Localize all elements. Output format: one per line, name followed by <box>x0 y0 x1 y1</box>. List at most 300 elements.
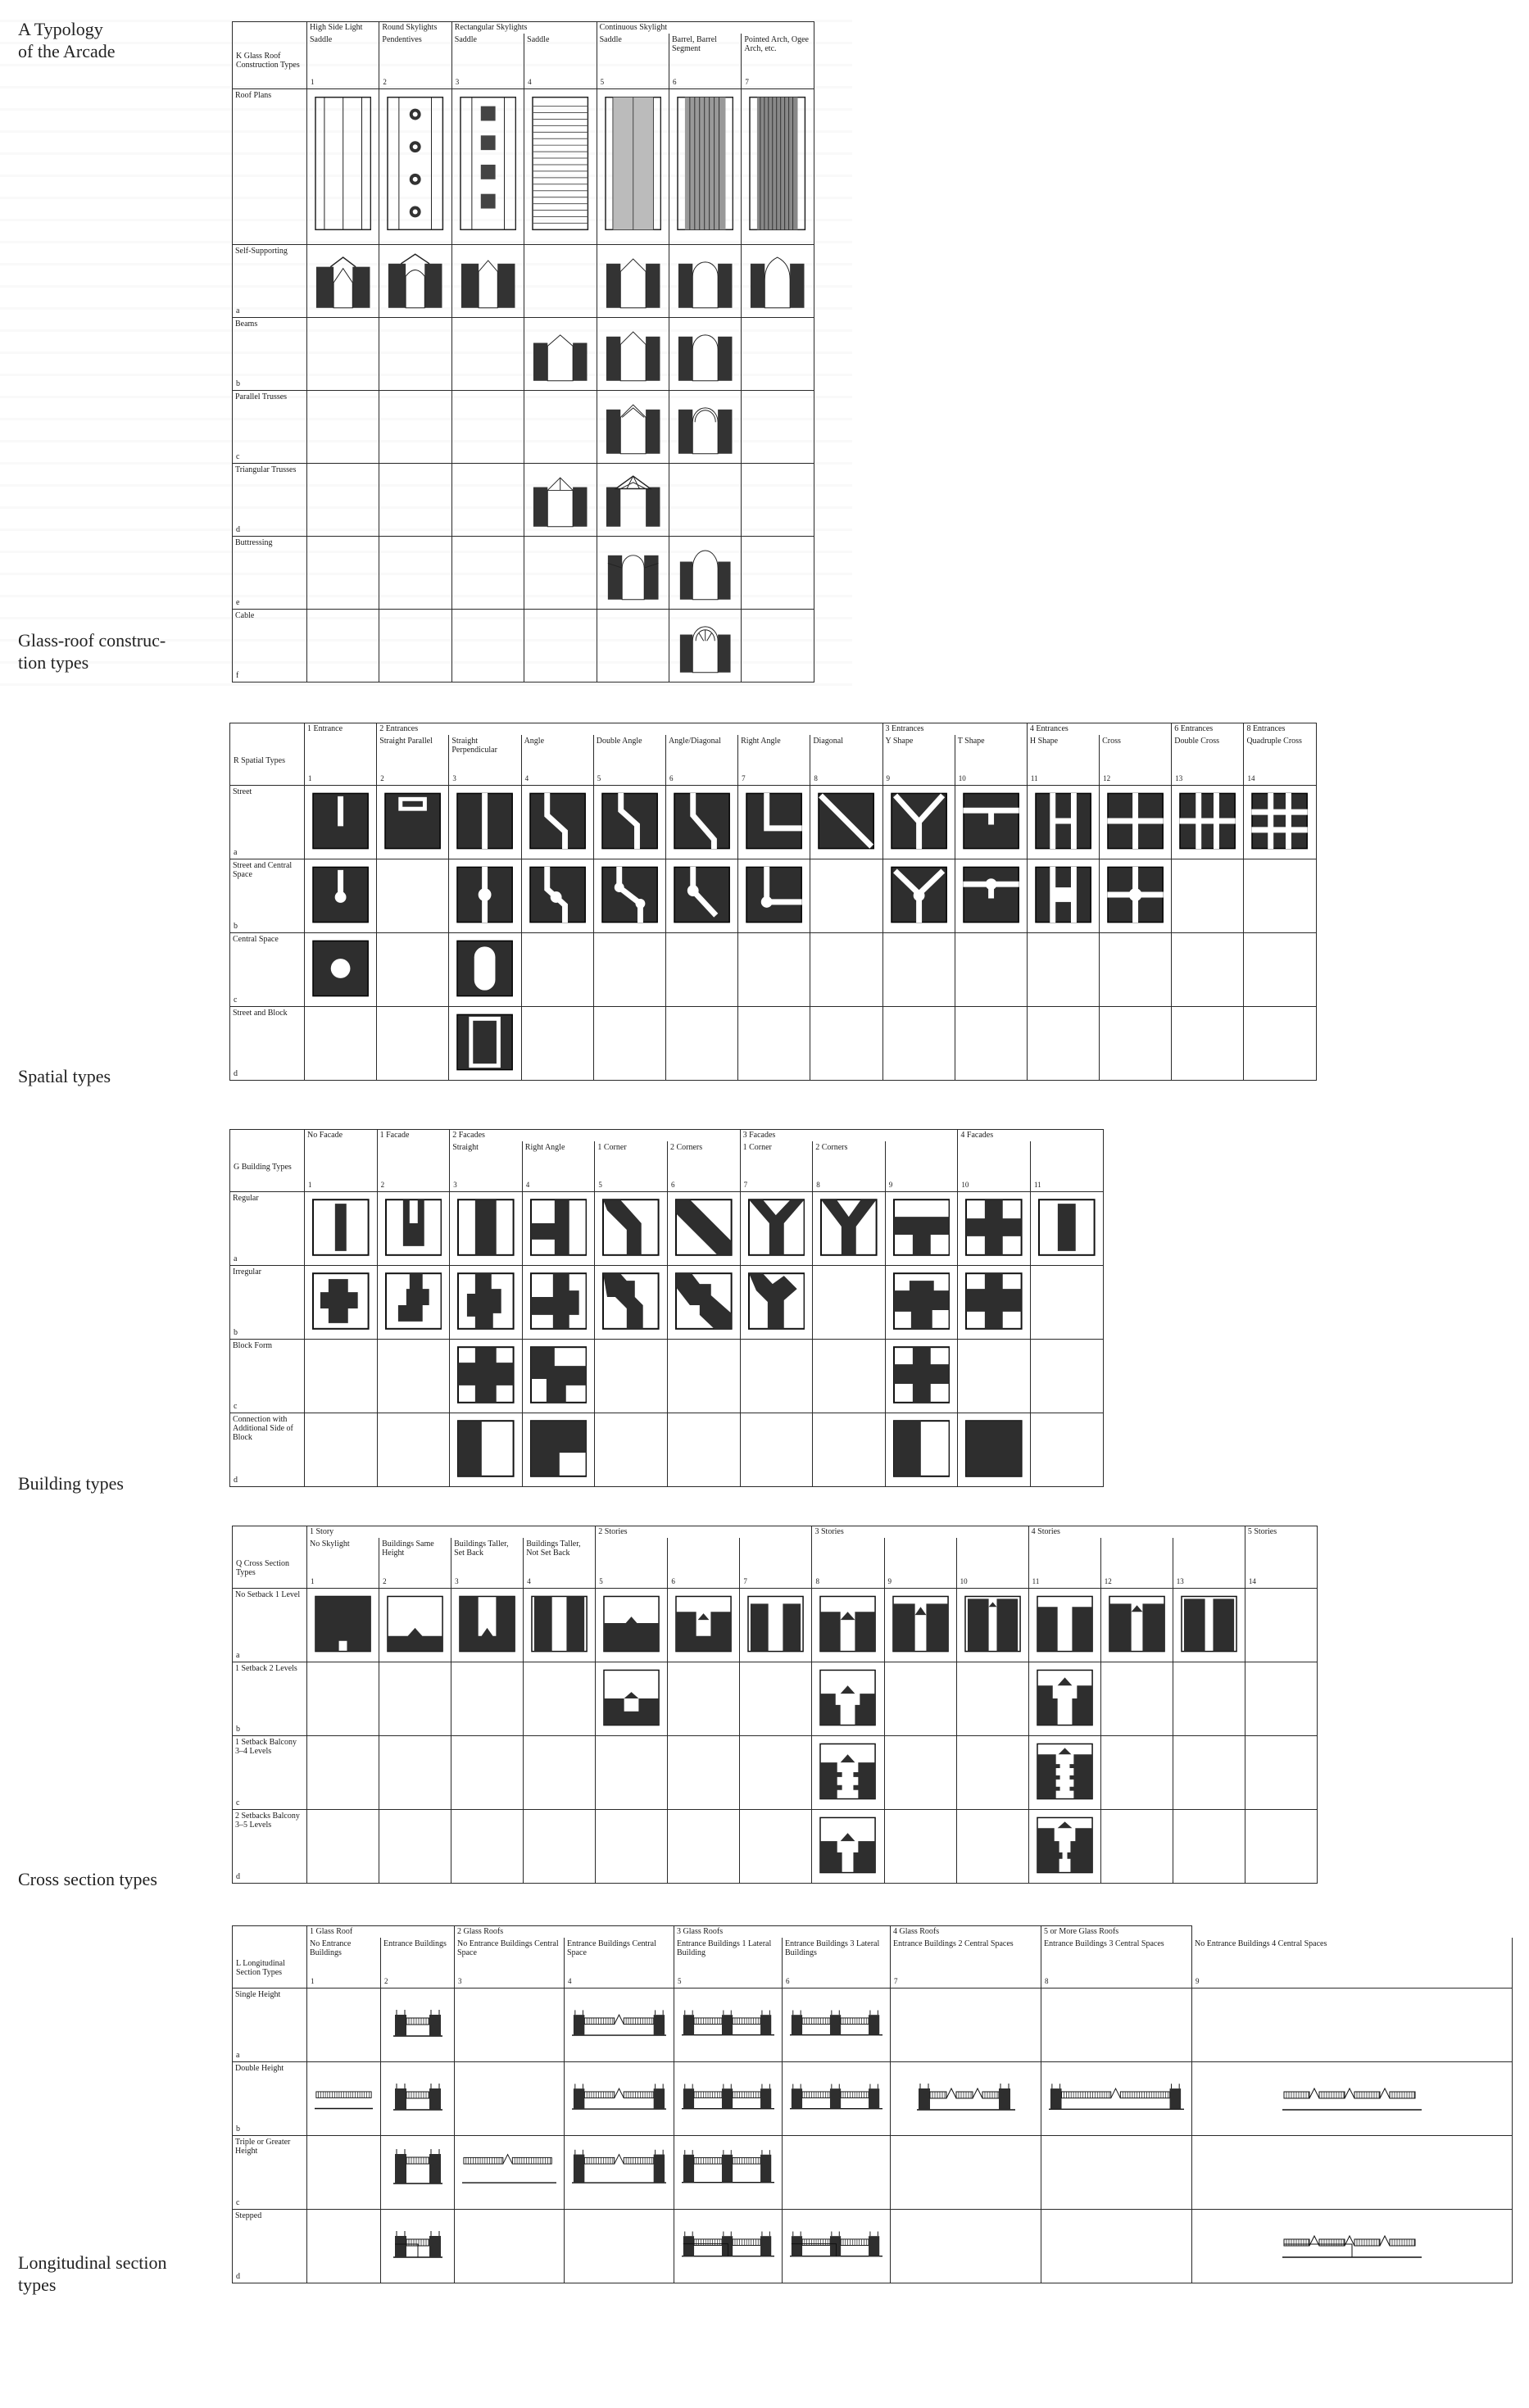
diagram-cell <box>593 786 665 859</box>
diagram-cell <box>1041 2136 1192 2210</box>
diagram-cell <box>1192 2062 1513 2136</box>
plan-y-central-space-icon <box>891 866 947 923</box>
column-number: 12 <box>1103 774 1111 782</box>
column-label: No Skylight <box>310 1539 350 1549</box>
row-label <box>233 1810 307 1884</box>
column-header <box>379 34 451 89</box>
section-continuous-saddle-icon <box>605 252 661 311</box>
building-no-facade-regular-icon <box>312 1199 370 1256</box>
diagram-cell <box>524 1810 596 1884</box>
plan-angle-central-space-icon <box>529 866 586 923</box>
corner-empty <box>230 723 305 735</box>
cross-one-story-taller-not-setback-icon <box>531 1595 588 1653</box>
diagram-cell <box>595 1266 668 1340</box>
column-number: 11 <box>1032 1577 1040 1585</box>
roof-plan-high-side-light-icon <box>315 96 371 231</box>
diagram-cell <box>813 1340 886 1413</box>
long-triple-lateral-icon <box>682 2143 774 2187</box>
column-header <box>885 1141 958 1192</box>
roof-plan-cell <box>597 89 669 245</box>
section-beams-saddle-icon <box>532 324 588 383</box>
column-header <box>307 1938 381 1989</box>
column-number: 1 <box>311 78 315 86</box>
column-number: 4 <box>528 78 532 86</box>
corner-empty <box>230 1130 305 1141</box>
row-label-text: Stepped <box>235 2211 262 2220</box>
diagram-cell <box>521 1007 593 1081</box>
column-header <box>665 735 737 786</box>
row-label <box>230 859 305 933</box>
group-header: 2 Stories <box>596 1526 812 1538</box>
diagram-cell <box>884 1662 956 1736</box>
section-cell <box>451 318 524 391</box>
table-row <box>233 2210 1513 2283</box>
column-label: Entrance Buildings 1 Lateral Building <box>677 1939 772 1957</box>
diagram-cell <box>740 1589 812 1662</box>
section-cell <box>307 391 379 464</box>
section-cell <box>597 245 669 318</box>
cross-three-stories-b-icon <box>892 1595 949 1653</box>
building-right-angle-irregular-icon <box>530 1272 588 1330</box>
row-label <box>230 933 305 1007</box>
table-row <box>233 318 814 391</box>
diagram-cell <box>810 859 882 933</box>
row-label <box>233 318 307 391</box>
diagram-cell <box>307 1662 379 1736</box>
diagram-cell <box>379 1662 451 1736</box>
column-label: Pointed Arch, Ogee Arch, etc. <box>744 34 809 53</box>
cross-three-stories-c-icon <box>964 1595 1021 1653</box>
diagram-cell <box>451 1810 524 1884</box>
building-table <box>229 1129 1104 1487</box>
diagram-cell <box>884 1736 956 1810</box>
building-two-corners-regular-icon <box>675 1199 733 1256</box>
diagram-cell <box>1027 933 1099 1007</box>
glass-roof-table <box>232 21 814 682</box>
section-cell <box>379 464 451 537</box>
column-label: Entrance Buildings Central Space <box>567 1939 656 1957</box>
diagram-cell <box>813 1413 886 1487</box>
section-cell <box>379 318 451 391</box>
diagram-cell <box>449 1007 521 1081</box>
column-label: Saddle <box>599 34 622 44</box>
column-label: Saddle <box>454 34 477 44</box>
diagram-cell <box>810 786 882 859</box>
column-label: Straight <box>452 1142 479 1152</box>
diagram-cell <box>1100 1589 1173 1662</box>
column-number: 8 <box>1045 1977 1049 1985</box>
column-header <box>524 1538 596 1589</box>
building-one-corner-regular-icon <box>602 1199 660 1256</box>
column-number: 7 <box>743 1577 747 1585</box>
column-header <box>593 735 665 786</box>
long-stepped-lateral-icon <box>682 2216 774 2261</box>
column-header <box>740 1538 812 1589</box>
section-cell <box>451 464 524 537</box>
diagram-cell <box>381 2136 455 2210</box>
diagram-cell <box>305 859 377 933</box>
section-cell <box>524 610 597 682</box>
table-row <box>230 1007 1317 1081</box>
diagram-cell <box>665 786 737 859</box>
building-one-corner-irregular-icon <box>602 1272 660 1330</box>
table-row <box>233 89 814 245</box>
section-barrel-icon <box>677 252 733 311</box>
plan-cross-icon <box>1107 792 1164 850</box>
row-label-text: Single Height <box>235 1990 281 1999</box>
diagram-cell <box>596 1662 668 1736</box>
diagram-cell <box>307 2062 381 2136</box>
diagram-cell <box>885 1340 958 1413</box>
column-header <box>1172 735 1244 786</box>
cross-balcony-four-levels-icon <box>1037 1743 1093 1800</box>
group-header: 1 Glass Roof <box>307 1926 455 1938</box>
diagram-cell <box>668 1736 740 1810</box>
diagram-cell <box>305 1413 378 1487</box>
row-label <box>233 2062 307 2136</box>
column-label: Cross <box>1102 736 1121 746</box>
column-number: 3 <box>455 78 460 86</box>
section-cable-icon <box>677 616 733 675</box>
row-label-text: Street and Central Space <box>233 861 293 879</box>
corner-label <box>233 34 307 89</box>
diagram-cell <box>1172 1007 1244 1081</box>
row-label <box>233 537 307 610</box>
diagram-cell <box>449 859 521 933</box>
cross-four-stories-b-icon <box>1109 1595 1165 1653</box>
building-block-form-cross-icon <box>893 1346 951 1404</box>
column-number: 5 <box>678 1977 682 1985</box>
column-header <box>565 1938 674 1989</box>
section-cell <box>669 464 741 537</box>
cross-section-table <box>232 1526 1318 1884</box>
diagram-cell <box>307 2136 381 2210</box>
column-number: 6 <box>671 1577 675 1585</box>
diagram-cell <box>956 1589 1028 1662</box>
row-suffix: b <box>236 2125 240 2134</box>
row-label-text: Roof Plans <box>235 91 272 100</box>
diagram-cell <box>885 1192 958 1266</box>
cross-one-story-no-skylight-icon <box>315 1595 371 1653</box>
column-header <box>597 34 669 89</box>
cross-four-stories-a-icon <box>1037 1595 1093 1653</box>
column-header <box>1031 1141 1104 1192</box>
section-cell <box>307 245 379 318</box>
diagram-cell <box>565 2062 674 2136</box>
row-suffix: d <box>236 1872 240 1881</box>
diagram-cell <box>377 1340 450 1413</box>
diagram-cell <box>740 1266 813 1340</box>
corner-label-text: K Glass Roof Construction Types <box>236 51 300 70</box>
diagram-cell <box>1028 1810 1100 1884</box>
diagram-cell <box>379 1736 451 1810</box>
column-label: Double Cross <box>1174 736 1219 746</box>
row-suffix: a <box>234 1254 238 1263</box>
building-four-facade-cross-icon <box>965 1199 1023 1256</box>
diagram-cell <box>305 933 377 1007</box>
building-three-facade-two-corners-icon <box>820 1199 878 1256</box>
diagram-cell <box>1173 1662 1245 1736</box>
column-number: 10 <box>958 774 966 782</box>
diagram-cell <box>1245 1662 1317 1736</box>
row-label-text: Buttressing <box>235 538 273 547</box>
diagram-cell <box>668 1810 740 1884</box>
row-suffix: d <box>236 525 240 534</box>
diagram-cell <box>377 1413 450 1487</box>
row-suffix: d <box>234 1476 238 1485</box>
diagram-cell <box>958 1340 1031 1413</box>
diagram-cell <box>450 1340 523 1413</box>
diagram-cell <box>1244 859 1316 933</box>
table-row <box>230 1340 1104 1413</box>
row-label-text: Cable <box>235 611 255 620</box>
column-number: 2 <box>384 1977 388 1985</box>
diagram-cell <box>1100 1007 1172 1081</box>
roof-plan-cell <box>742 89 814 245</box>
column-number: 1 <box>308 1181 312 1189</box>
section-cell <box>524 464 597 537</box>
column-label: Saddle <box>310 34 333 44</box>
column-number: 10 <box>961 1181 969 1189</box>
corner-label <box>230 735 305 786</box>
column-label: 1 Corner <box>742 1142 772 1152</box>
diagram-cell <box>958 1192 1031 1266</box>
column-number: 12 <box>1104 1577 1112 1585</box>
cross-two-stories-a-icon <box>603 1595 660 1653</box>
diagram-cell <box>884 1810 956 1884</box>
column-number: 6 <box>670 1181 675 1189</box>
diagram-cell <box>882 933 955 1007</box>
row-label <box>233 1662 307 1736</box>
diagram-cell <box>1245 1589 1317 1662</box>
column-label: Right Angle <box>524 1142 565 1152</box>
cross-two-setbacks-four-levels-icon <box>1037 1816 1093 1874</box>
column-header <box>451 34 524 89</box>
corner-label-text: L Longitudinal Section Types <box>236 1958 285 1977</box>
row-label-text: Central Space <box>233 935 279 944</box>
column-header <box>596 1538 668 1589</box>
diagram-cell <box>665 859 737 933</box>
table-row <box>233 245 814 318</box>
long-stepped-three-roofs-icon <box>790 2216 882 2261</box>
section-buttressing-barrel-icon <box>677 543 733 602</box>
group-header: 2 Glass Roofs <box>455 1926 674 1938</box>
row-label <box>233 245 307 318</box>
diagram-cell <box>1027 859 1099 933</box>
plan-diagonal-icon <box>818 792 874 850</box>
column-label: Straight Parallel <box>379 736 433 746</box>
row-suffix: c <box>234 1402 238 1411</box>
diagram-cell <box>1031 1192 1104 1266</box>
plan-angle-icon <box>529 792 586 850</box>
diagram-cell <box>740 1192 813 1266</box>
column-number: 14 <box>1248 1577 1256 1585</box>
diagram-cell <box>450 1266 523 1340</box>
long-double-two-roofs-lateral-icon <box>682 2069 774 2113</box>
diagram-cell <box>955 933 1027 1007</box>
group-header: 3 Glass Roofs <box>674 1926 891 1938</box>
row-suffix: c <box>234 995 238 1004</box>
column-header <box>381 1938 455 1989</box>
corner-label <box>230 1141 305 1192</box>
column-header <box>307 34 379 89</box>
diagram-cell <box>1192 2210 1513 2283</box>
roof-plan-cell <box>451 89 524 245</box>
column-label: No Entrance Buildings <box>310 1939 352 1957</box>
building-no-facade-irregular-icon <box>312 1272 370 1330</box>
section-parallel-truss-icon <box>605 397 661 456</box>
diagram-cell <box>377 933 449 1007</box>
diagram-cell <box>521 859 593 933</box>
diagram-cell <box>1027 1007 1099 1081</box>
row-suffix: d <box>234 1069 238 1078</box>
table-row <box>233 1662 1318 1736</box>
column-header <box>377 735 449 786</box>
diagram-cell <box>521 933 593 1007</box>
group-header: 3 Entrances <box>882 723 1027 735</box>
column-label: Straight Perpendicular <box>451 736 497 755</box>
row-label-text: Self-Supporting <box>235 247 288 256</box>
row-label <box>230 1413 305 1487</box>
diagram-cell <box>810 1007 882 1081</box>
long-double-five-roofs-icon <box>1282 2069 1422 2113</box>
row-label <box>230 1007 305 1081</box>
long-single-two-roofs-central-icon <box>572 1995 666 2039</box>
long-single-two-roofs-lateral-icon <box>682 1995 774 2039</box>
diagram-cell <box>1245 1736 1317 1810</box>
diagram-cell <box>524 1736 596 1810</box>
section-cell <box>307 318 379 391</box>
group-header: 2 Facades <box>450 1130 740 1141</box>
diagram-cell <box>450 1192 523 1266</box>
diagram-cell <box>381 1989 455 2062</box>
diagram-cell <box>1100 1810 1173 1884</box>
diagram-cell <box>381 2062 455 2136</box>
diagram-cell <box>377 1266 450 1340</box>
row-label <box>233 391 307 464</box>
row-label <box>233 464 307 537</box>
diagram-cell <box>885 1266 958 1340</box>
column-header <box>379 1538 451 1589</box>
diagram-cell <box>674 2136 783 2210</box>
column-label: Angle <box>524 736 545 746</box>
building-two-corners-irregular-icon <box>675 1272 733 1330</box>
column-header <box>451 1538 524 1589</box>
corner-label-text: G Building Types <box>234 1162 292 1172</box>
section-parallel-truss-barrel-icon <box>677 397 733 456</box>
diagram-cell <box>1173 1736 1245 1810</box>
column-header <box>521 735 593 786</box>
diagram-cell <box>593 933 665 1007</box>
diagram-cell <box>305 786 377 859</box>
row-suffix: c <box>236 452 240 461</box>
diagram-cell <box>891 2062 1041 2136</box>
row-label <box>233 610 307 682</box>
building-one-facade-irregular-icon <box>385 1272 442 1330</box>
diagram-cell <box>1192 1989 1513 2062</box>
cross-one-setback-two-stories-icon <box>603 1669 660 1726</box>
section-cell <box>742 391 814 464</box>
column-number: 9 <box>886 774 891 782</box>
section-high-side-light-icon <box>315 252 371 311</box>
row-suffix: a <box>236 1651 240 1660</box>
diagram-cell <box>885 1413 958 1487</box>
column-label: Angle/Diagonal <box>668 736 721 746</box>
diagram-cell <box>1041 2210 1192 2283</box>
column-header <box>522 1141 595 1192</box>
column-number: 3 <box>452 774 456 782</box>
table-row <box>230 786 1317 859</box>
caption-typology: A Typology of the Arcade <box>18 19 116 61</box>
diagram-cell <box>521 786 593 859</box>
diagram-cell <box>1041 2062 1192 2136</box>
column-number: 5 <box>598 1181 602 1189</box>
row-label-text: Triple or Greater Height <box>235 2138 291 2156</box>
table-row <box>233 391 814 464</box>
group-header: 4 Glass Roofs <box>891 1926 1041 1938</box>
section-cell <box>451 391 524 464</box>
long-double-three-roofs-icon <box>790 2069 882 2113</box>
row-label-text: 2 Setbacks Balcony 3–5 Levels <box>235 1812 300 1830</box>
table-row <box>230 1192 1104 1266</box>
table-row <box>233 1589 1318 1662</box>
group-header: 4 Facades <box>958 1130 1103 1141</box>
diagram-cell <box>1100 1662 1173 1736</box>
column-label: Entrance Buildings 3 Central Spaces <box>1044 1939 1164 1948</box>
diagram-cell <box>667 1340 740 1413</box>
diagram-cell <box>596 1736 668 1810</box>
column-label: Entrance Buildings <box>383 1939 447 1948</box>
column-header <box>377 1141 450 1192</box>
row-suffix: b <box>236 379 240 388</box>
row-label-text: 1 Setback 2 Levels <box>235 1664 297 1673</box>
diagram-cell <box>667 1413 740 1487</box>
column-label: Entrance Buildings 2 Central Spaces <box>893 1939 1014 1948</box>
diagram-cell <box>1100 933 1172 1007</box>
row-suffix: a <box>236 2051 240 2060</box>
column-number: 9 <box>1196 1977 1200 1985</box>
table-row <box>230 1266 1104 1340</box>
plan-right-angle-central-space-icon <box>746 866 802 923</box>
group-header: 2 Entrances <box>377 723 882 735</box>
column-header <box>738 735 810 786</box>
row-label-text: Regular <box>233 1194 259 1203</box>
diagram-cell <box>740 1810 812 1884</box>
long-triple-entrance-central-icon <box>572 2143 666 2187</box>
section-cell <box>669 537 741 610</box>
diagram-cell <box>674 2210 783 2283</box>
group-header: 4 Entrances <box>1027 723 1171 735</box>
row-label-text: 1 Setback Balcony 3–4 Levels <box>235 1738 297 1756</box>
diagram-cell <box>307 1589 379 1662</box>
column-number: 1 <box>311 1577 315 1585</box>
corner-label <box>233 1938 307 1989</box>
plan-perpendicular-central-space-icon <box>456 866 513 923</box>
table-row <box>233 1736 1318 1810</box>
diagram-cell <box>812 1810 884 1884</box>
diagram-cell <box>958 1266 1031 1340</box>
row-label-text: Street and Block <box>233 1009 288 1018</box>
diagram-cell <box>738 1007 810 1081</box>
column-number: 7 <box>894 1977 898 1985</box>
row-label-text: Parallel Trusses <box>235 392 288 401</box>
diagram-cell <box>665 1007 737 1081</box>
diagram-cell <box>1173 1810 1245 1884</box>
diagram-cell <box>813 1192 886 1266</box>
roof-plan-cell <box>524 89 597 245</box>
column-header <box>812 1538 884 1589</box>
roof-plan-rectangular-saddle-icon <box>532 96 588 231</box>
